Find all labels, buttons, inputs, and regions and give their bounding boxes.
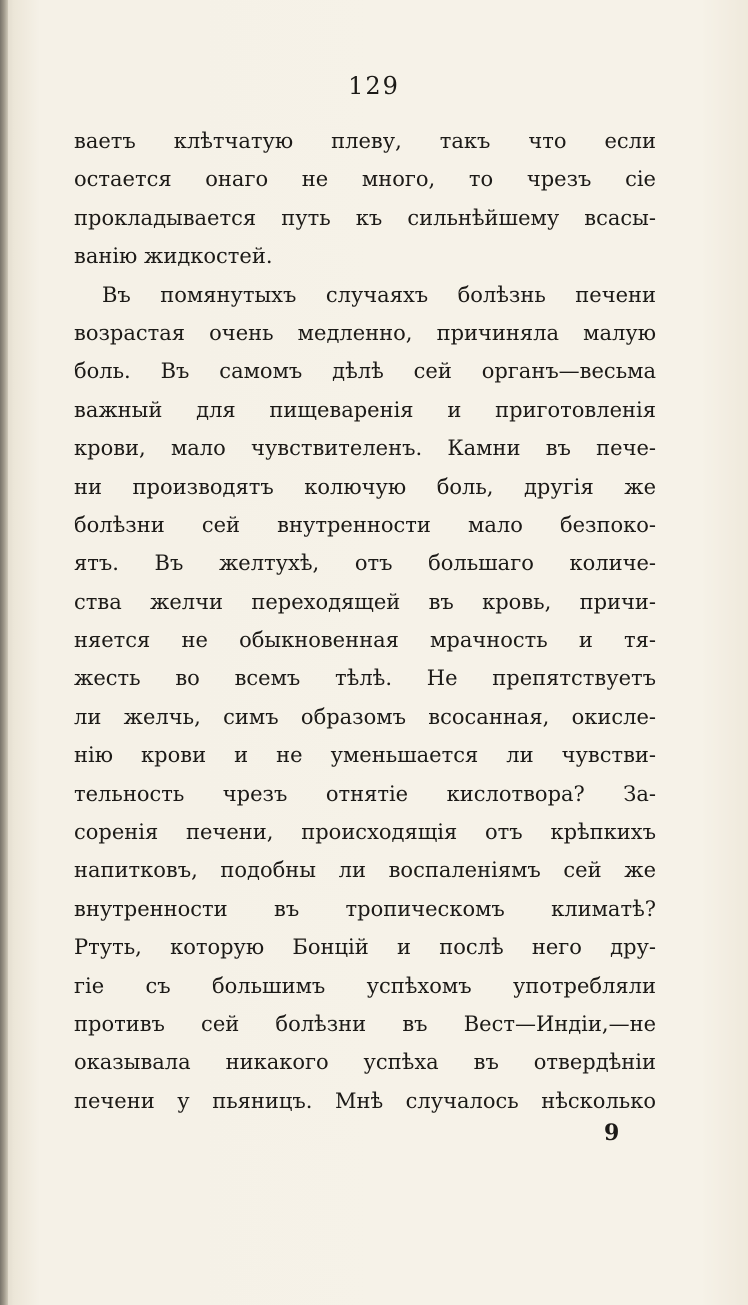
text-line: Ртуть, которую Бонцій и послѣ него дру- — [74, 935, 656, 960]
page-binding-edge — [0, 0, 8, 1305]
signature-mark: 9 — [604, 1120, 620, 1146]
text-line: болѣзни сей внутренности мало безпоко- — [74, 512, 656, 537]
text-line: ятъ. Въ желтухѣ, отъ большаго количе- — [74, 551, 656, 576]
text-line: няется не обыкновенная мрачность и тя- — [74, 628, 656, 653]
text-line: печени у пьяницъ. Мнѣ случалось нѣсколько — [74, 1088, 656, 1113]
text-line: тельность чрезъ отнятіе кислотвора? За- — [74, 781, 656, 806]
text-line: внутренности въ тропическомъ климатѣ? — [74, 896, 656, 921]
text-line: крови, мало чувствителенъ. Камни въ пече- — [74, 436, 656, 461]
text-line: гіе съ большимъ успѣхомъ употребляли — [74, 973, 656, 998]
text-line: прокладывается путь къ сильнѣйшему всасы- — [74, 205, 656, 230]
text-line: боль. Въ самомъ дѣлѣ сей органъ—весьма — [74, 359, 656, 384]
text-line: противъ сей болѣзни въ Вест—Индіи,—не — [74, 1011, 656, 1036]
text-line: ваетъ клѣтчатую плеву, такъ что если — [74, 129, 656, 153]
text-line: жесть во всемъ тѣлѣ. Не препятствуетъ — [74, 666, 656, 691]
text-line: соренія печени, происходящія отъ крѣпкихъ — [74, 820, 656, 845]
text-line: оказывала никакого успѣха въ отвердѣніи — [74, 1050, 656, 1075]
text-line: нію крови и не уменьшается ли чувстви- — [74, 743, 656, 768]
page-number: 129 — [348, 72, 400, 100]
text-line: остается онаго не много, то чрезъ сіе — [74, 167, 656, 192]
text-line: важный для пищеваренія и приготовленія — [74, 397, 656, 422]
text-line: ства желчи переходящей въ кровь, причи- — [74, 589, 656, 614]
paragraph-first-line: Въ помянутыхъ случаяхъ болѣзнь печени — [102, 282, 656, 307]
body-text — [74, 122, 656, 1120]
text-line: ванію жидкостей. — [74, 244, 273, 269]
text-line: возрастая очень медленно, причиняла малую — [74, 320, 656, 345]
text-line: напитковъ, подобны ли воспаленіямъ сей же — [74, 858, 656, 883]
text-line: ни производятъ колючую боль, другія же — [74, 474, 656, 499]
text-line: ли желчь, симъ образомъ всосанная, окисле- — [74, 704, 656, 729]
